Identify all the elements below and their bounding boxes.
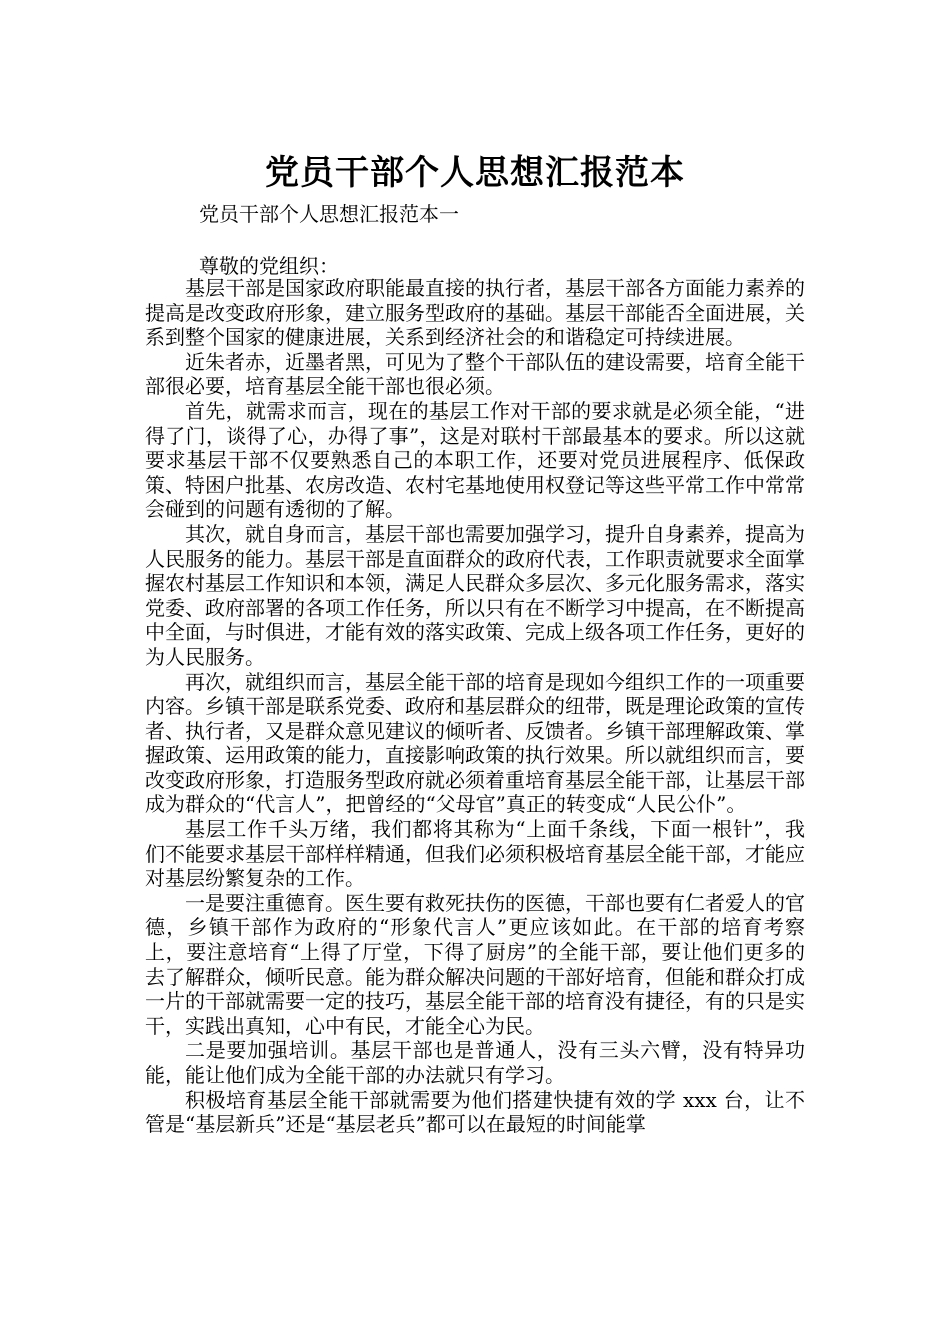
paragraph: 积极培育基层全能干部就需要为他们搭建快捷有效的学 xxx 台，让不管是“基层新兵”还是“基层老兵”都可以在最短的时间能掌 bbox=[145, 1087, 805, 1137]
salutation: 尊敬的党组织： bbox=[199, 254, 339, 278]
paragraph: 一是要注重德育。医生要有救死扶伤的医德，干部也要有仁者爱人的官德，乡镇干部作为政府的“形象代言人”更应该如此。在干部的培育考察上，要注意培育“上得了厅堂，下得了厨房”的全能干部，要让他们更多的去了解群众，倾听民意。能为群众解决问题的干部好培育，但能和群众打成一片的干部就需要一定的技巧，基层全能干部的培育没有捷径，有的只是实干，实践出真知，心中有民，才能全心为民。 bbox=[145, 890, 805, 1038]
paragraph: 再次，就组织而言，基层全能干部的培育是现如今组织工作的一项重要内容。乡镇干部是联系党委、政府和基层群众的纽带，既是理论政策的宣传者、执行者，又是群众意见建议的倾听者、反馈者。乡镇干部理解政策、掌握政策、运用政策的能力，直接影响政策的执行效果。所以就组织而言，要改变政府形象，打造服务型政府就必须着重培育基层全能干部，让基层干部成为群众的“代言人”，把曾经的“父母官”真正的转变成“人民公仆”。 bbox=[145, 669, 805, 817]
paragraph: 首先，就需求而言，现在的基层工作对干部的要求就是必须全能，“进得了门，谈得了心，办得了事”，这是对联村干部最基本的要求。所以这就要求基层干部不仅要熟悉自己的本职工作，还要对党员进展程序、低保政策、特困户批基、农房改造、农村宅基地使用权登记等这些平常工作中常常会碰到的问题有透彻的了解。 bbox=[145, 398, 805, 522]
paragraph: 其次，就自身而言，基层干部也需要加强学习，提升自身素养，提高为人民服务的能力。基层干部是直面群众的政府代表，工作职责就要求全面掌握农村基层工作知识和本领，满足人民群众多层次、多元化服务需求，落实党委、政府部署的各项工作任务，所以只有在不断学习中提高，在不断提高中全面，与时俱进，才能有效的落实政策、完成上级各项工作任务，更好的为人民服务。 bbox=[145, 521, 805, 669]
document-subtitle: 党员干部个人思想汇报范本一 bbox=[199, 202, 459, 226]
paragraph: 基层干部是国家政府职能最直接的执行者，基层干部各方面能力素养的提高是改变政府形象，建立服务型政府的基础。基层干部能否全面进展，关系到整个国家的健康进展，关系到经济社会的和谐稳定可持续进展。 bbox=[145, 276, 805, 350]
paragraph: 基层工作千头万绪，我们都将其称为“上面千条线，下面一根针”，我们不能要求基层干部样样精通，但我们必须积极培育基层全能干部，才能应对基层纷繁复杂的工作。 bbox=[145, 817, 805, 891]
document-body bbox=[145, 276, 805, 1137]
document-title: 党员干部个人思想汇报范本 bbox=[265, 152, 685, 193]
paragraph: 近朱者赤，近墨者黑，可见为了整个干部队伍的建设需要，培育全能干部很必要，培育基层全能干部也很必须。 bbox=[145, 349, 805, 399]
paragraph: 二是要加强培训。基层干部也是普通人，没有三头六臂，没有特异功能，能让他们成为全能干部的办法就只有学习。 bbox=[145, 1038, 805, 1087]
